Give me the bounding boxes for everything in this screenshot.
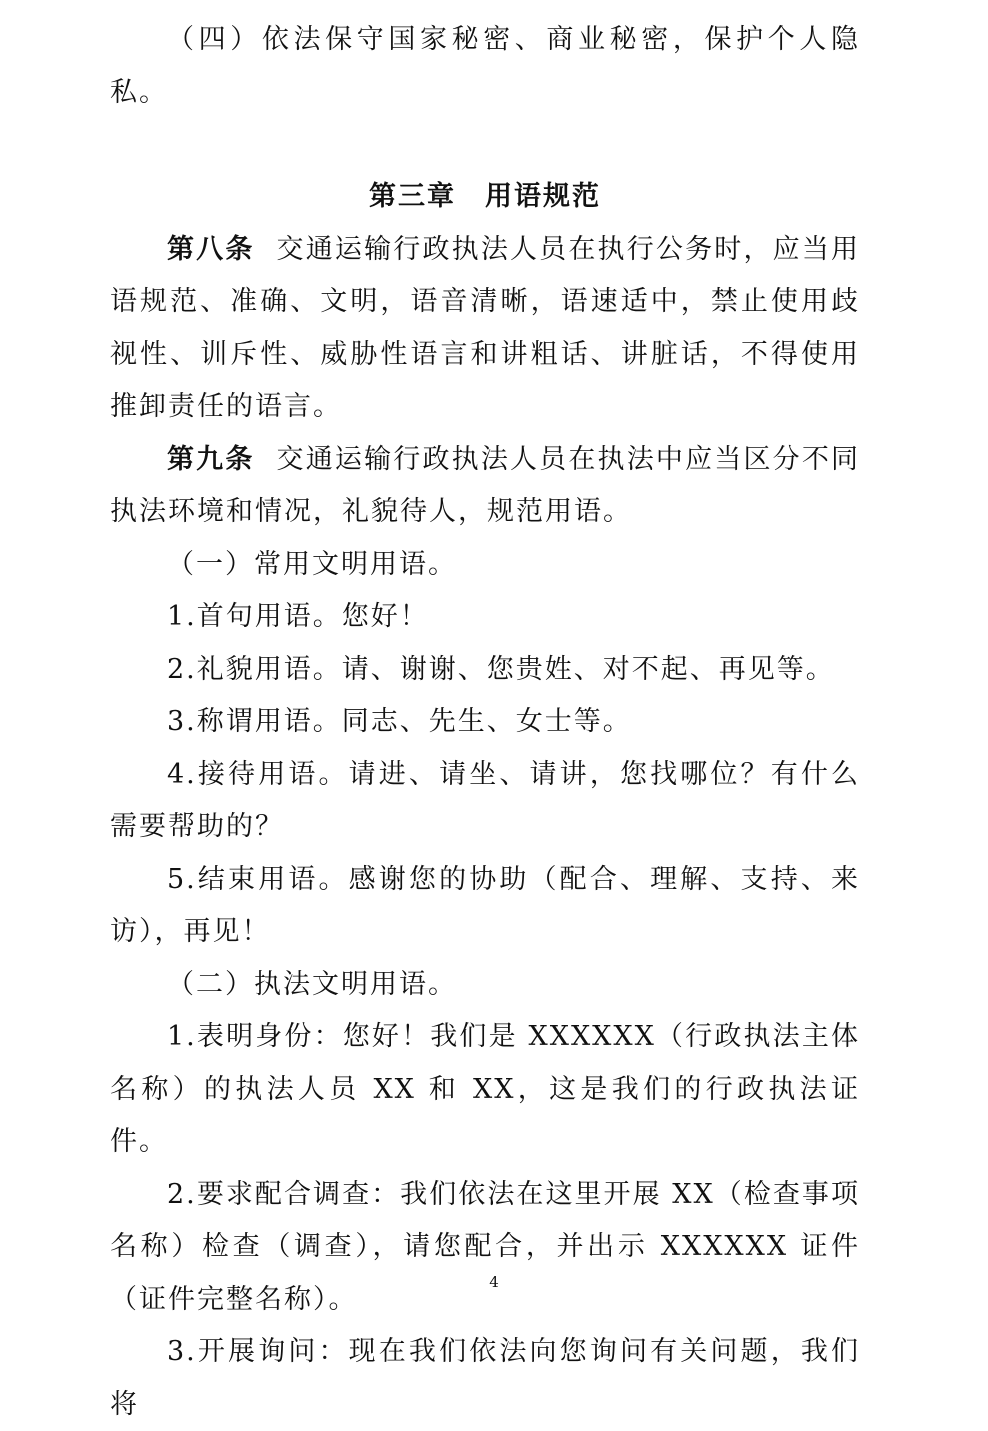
document-body xyxy=(110,14,860,1431)
article-8-label: 第八条 xyxy=(167,233,255,265)
chapter-heading: 第三章 用语规范 xyxy=(369,181,601,212)
section-2-item-2: 2.要求配合调查：我们依法在这里开展 XX（检查事项名称）检查（调查），请您配合，并出示 XXXXXX 证件（证件完整名称）。 xyxy=(110,1178,860,1315)
article-9-text: 交通运输行政执法人员在执法中应当区分不同执法环境和情况，礼貌待人，规范用语。 xyxy=(110,443,861,527)
page-number: 4 xyxy=(489,1273,499,1291)
section-2-item-3: 3.开展询问：现在我们依法向您询问有关问题，我们将 xyxy=(110,1336,860,1420)
section-1-item-4: 4.接待用语。请进、请坐、请讲，您找哪位？有什么需要帮助的？ xyxy=(110,758,860,842)
paragraph-privacy: （四）依法保守国家秘密、商业秘密，保护个人隐私。 xyxy=(110,24,860,108)
article-8-text: 交通运输行政执法人员在执行公务时，应当用语规范、准确、文明，语音清晰，语速适中，禁止使用歧视性、训斥性、威胁性语言和讲粗话、讲脏话，不得使用推卸责任的语言。 xyxy=(110,233,861,422)
article-9-label: 第九条 xyxy=(167,443,255,475)
section-1-item-1: 1.首句用语。您好！ xyxy=(167,601,429,632)
section-2-item-1: 1.表明身份：您好！我们是 XXXXXX（行政执法主体名称）的执法人员 XX 和 XX，这是我们的行政执法证件。 xyxy=(110,1021,860,1157)
section-1-item-5: 5.结束用语。感谢您的协助（配合、理解、支持、来访），再见！ xyxy=(110,863,860,947)
section-2-title: （二）执法文明用语。 xyxy=(167,968,457,1000)
section-1-item-2: 2.礼貌用语。请、谢谢、您贵姓、对不起、再见等。 xyxy=(167,653,835,685)
section-1-item-3: 3.称谓用语。同志、先生、女士等。 xyxy=(167,706,632,737)
article-8 xyxy=(110,224,860,434)
section-1-title: （一）常用文明用语。 xyxy=(167,548,457,580)
article-9 xyxy=(110,434,860,539)
